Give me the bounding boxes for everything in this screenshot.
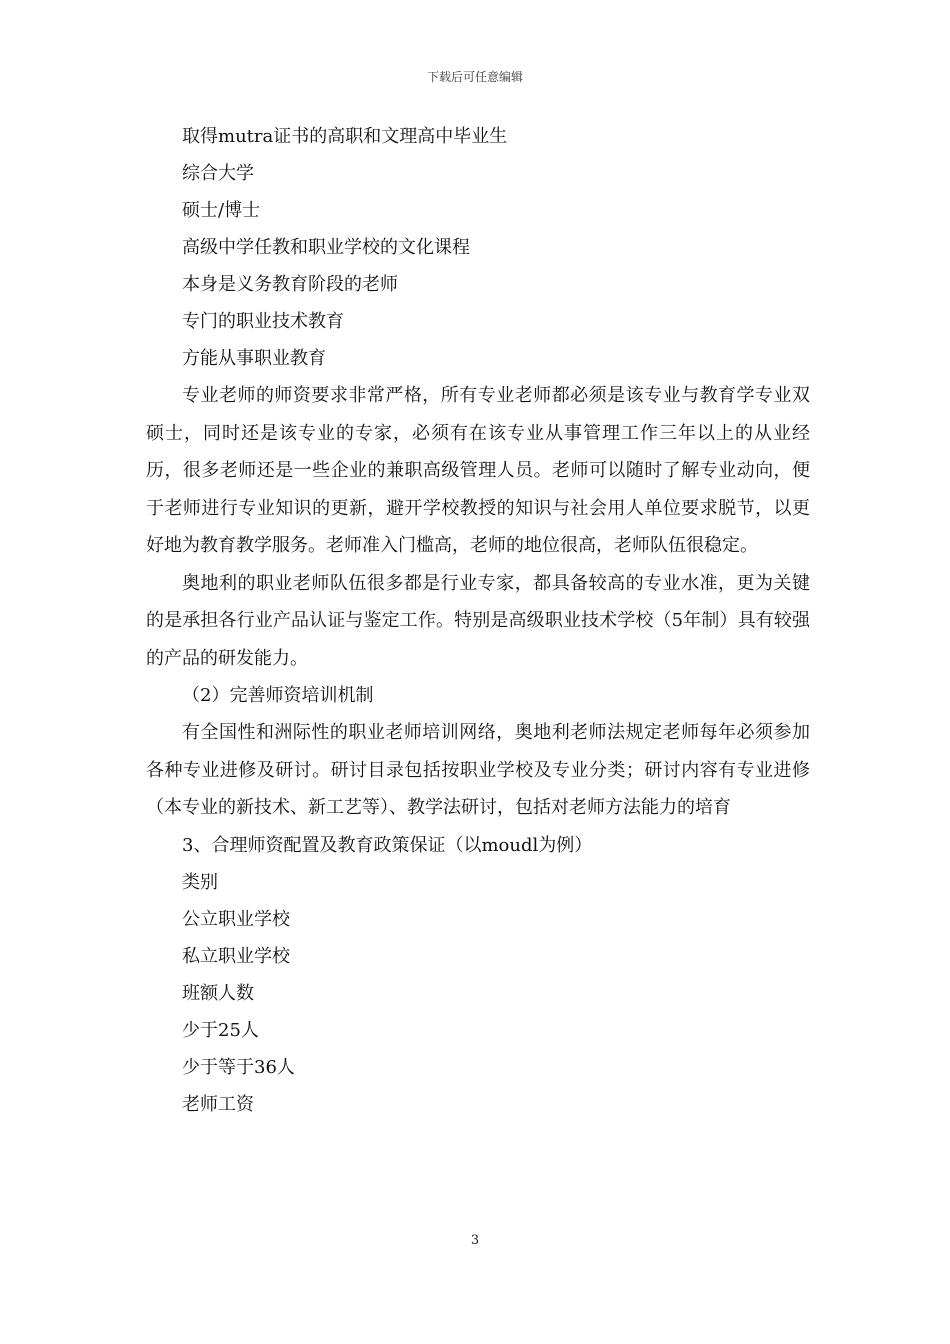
document-body xyxy=(146,118,810,1123)
text-line: 公立职业学校 xyxy=(182,908,290,930)
page-header: 下载后可任意编辑 xyxy=(426,70,523,84)
page-number: 3 xyxy=(470,1233,480,1248)
text-line: 班额人数 xyxy=(182,982,254,1004)
paragraph-teacher-requirements: 专业老师的师资要求非常严格，所有专业老师都必须是该专业与教育学专业双硕士，同时还是该专业的专家，必须有在该专业从事管理工作三年以上的从业经历，很多老师还是一些企业的兼职高级管理人员。老师可以随时了解专业动向，便于老师进行专业知识的更新，避开学校教授的知识与社会用人单位要求脱节，以更好地为教育教学服务。老师准入门槛高，老师的地位很高，老师队伍很稳定。 xyxy=(146,385,810,556)
paragraph-austria-teachers: 奥地利的职业老师队伍很多都是行业专家，都具备较高的专业水准，更为关键的是承担各行业产品认证与鉴定工作。特别是高级职业技术学校（5年制）具有较强的产品的研发能力。 xyxy=(146,572,810,669)
text-line: 取得mutra证书的高职和文理高中毕业生 xyxy=(182,126,508,147)
paragraph-training-network: 有全国性和洲际性的职业老师培训网络，奥地利老师法规定老师每年必须参加各种专业进修及研讨。研讨目录包括按职业学校及专业分类；研讨内容有专业进修（本专业的新技术、新工艺等）、教学法研讨，包括对老师方法能力的培育 xyxy=(146,722,810,818)
text-line: 硕士/博士 xyxy=(182,200,261,221)
text-line: 本身是义务教育阶段的老师 xyxy=(182,274,398,295)
text-line: 方能从事职业教育 xyxy=(182,348,326,369)
text-line: 少于25人 xyxy=(182,1019,259,1041)
text-line: 老师工资 xyxy=(182,1093,254,1115)
text-line: 专门的职业技术教育 xyxy=(182,311,344,332)
text-line: 类别 xyxy=(182,871,218,893)
text-line: 私立职业学校 xyxy=(182,945,290,967)
text-line: 少于等于36人 xyxy=(182,1056,295,1078)
text-line: 综合大学 xyxy=(182,163,254,184)
subheading: （2）完善师资培训机制 xyxy=(182,685,374,706)
section-heading: 3、合理师资配置及教育政策保证（以moudl为例） xyxy=(182,834,593,856)
text-line: 高级中学任教和职业学校的文化课程 xyxy=(182,237,470,258)
